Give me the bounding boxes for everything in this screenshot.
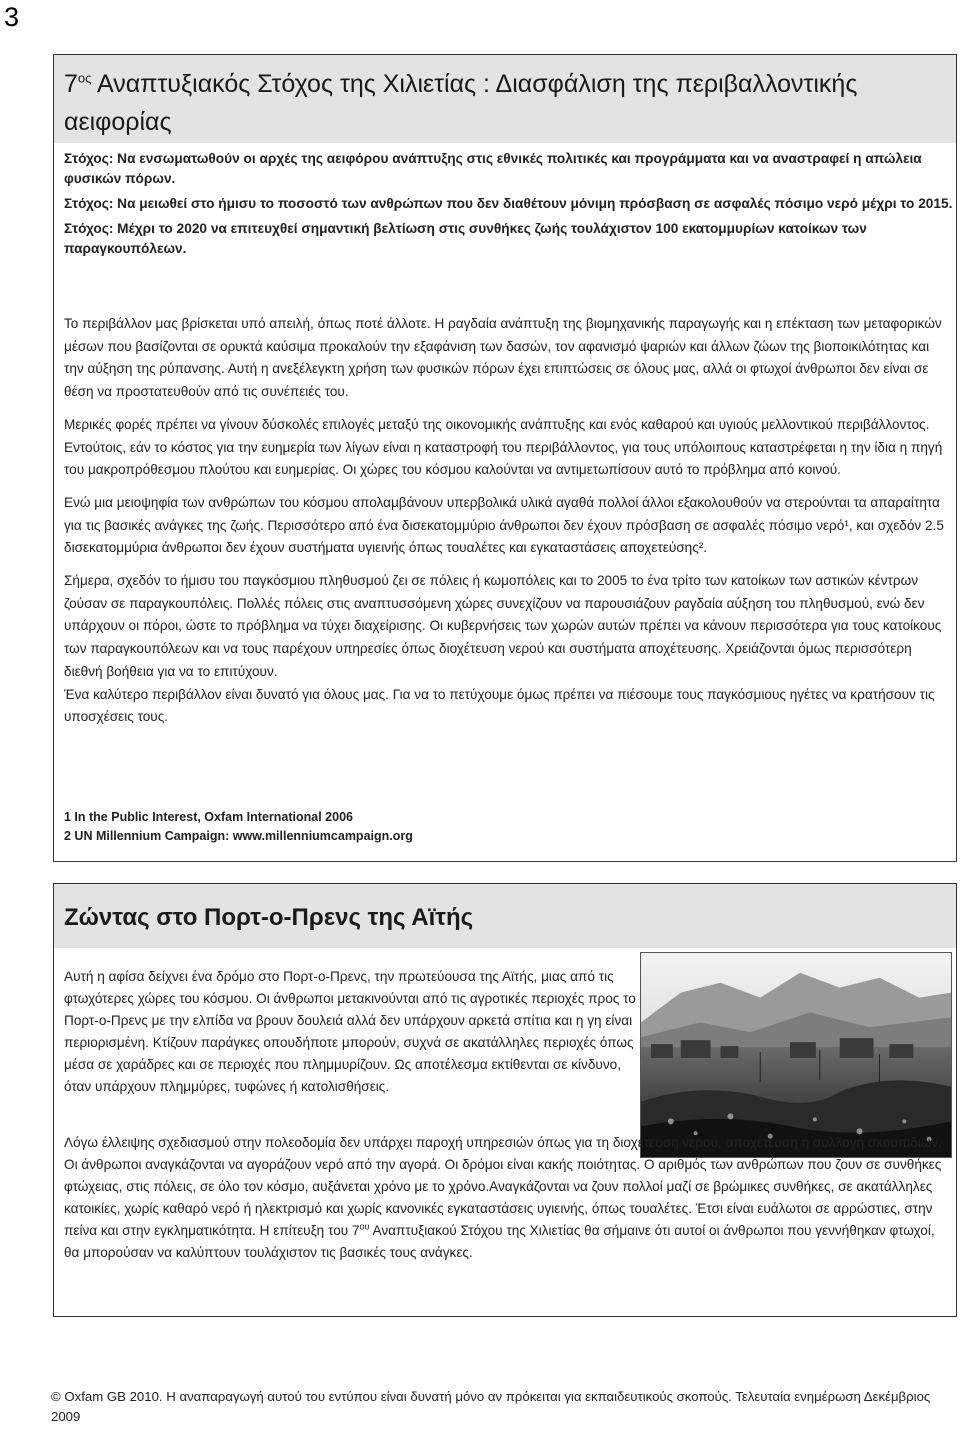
paragraph-minority-wealth: Ενώ μια μειοψηφία των ανθρώπων του κόσμου απολαμβάνουν υπερβολικά υλικά αγαθά πολλοί άλλοι εξακολουθούν να στερούνται τα απαραίτητα για τις βασικές ανάγκες της ζωής. Περισσότερο από ένα δισεκατομμύριο άνθρωποι δεν έχουν πρόσβαση σε ασφαλές πόσιμο νερό¹, και σχεδόν 2.5 δισεκατομμύρια άνθρωποι δεν έχουν συστήματα υγιεινής όπως τουαλέτες και εγκαταστάσεις αποχετεύσης². (64, 494, 944, 556)
slum-photo-illustration (641, 953, 951, 1157)
poster-description: Αυτή η αφίσα δείχνει ένα δρόμο στο Πορτ-ο-Πρενς, την πρωτεύουσα της Αϊτής, μιας από τις φτωχότερες χώρες του κόσμου. Οι άνθρωποι μετακινούνται από τις αγροτικές περιοχές προς το Πορτ-ο-Πρενς με την ελπίδα να βρουν δουλειά αλλά δεν υπάρχουν αρκετά σπίτια και η γη είναι περιορισμένη. Κτίζουν παράγκες οπουδήποτε μπορούν, συχνά σε ακατάλληλες περιοχές όπως μέσα σε χαράδρες και σε περιοχές που πλημμυρίζουν. Ως αποτέλεσμα εκτίθενται σε κίνδυνο, όταν υπάρχουν πλημμύρες, τυφώνες ή κατολισθήσεις. (64, 969, 636, 1094)
copyright-footer: © Oxfam GB 2010. Η αναπαραγωγή αυτού του εντύπου είναι δυνατή μόνο αν πρόκειται για εκπαιδευτικούς σκοπούς. Τελευταία ενημέρωση Δεκέμβριος 2009 (51, 1389, 931, 1424)
planning-text-a: Λόγω έλλειψης σχεδιασμού στην πολεοδομία δεν υπάρχει παροχή υπηρεσιών όπως για τη διοχέτευση νερού, αποχέτευση ή συλλογή σκουπιδιών. Οι άνθρωποι αναγκάζονται να αγοράζουν νερό από την αγορά. Οι δρόμοι είναι κακής ποιότητας. Ο αριθμός των ανθρώπων που ζουν σε συνθήκες φτώχειας, στις πόλεις, σε όλο τον κόσμο, αυξάνεται χρόνο με το χρόνο.Αναγκάζονται να ζουν πολλοί μαζί σε βρώμικες συνθήκες, σε ακατάλληλες κατοικίες, χωρίς καθαρό νερό ή ηλεκτρισμό και χωρίς κανονικές εγκαταστάσεις υγιεινής, όπως τουαλέτες. Έτσι είναι ευάλωτοι σε αρρώστιες, στην πείνα και στην εγκληματικότητα. Η επίτευξη του 7 (64, 1135, 943, 1238)
goal-1: Στόχος: Να ενσωματωθούν οι αρχές της αειφόρου ανάπτυξης στις εθνικές πολιτικές και προγράμματα και να αναστραφεί η απώλεια φυσικών πόρων. (64, 151, 922, 186)
port-au-prince-panel (53, 883, 957, 1317)
mdg7-title-text: Αναπτυξιακός Στόχος της Χιλιετίας : Διασφάλιση της περιβαλλοντικής αειφορίας (64, 70, 858, 136)
poster-planning-paragraph (64, 1132, 949, 1264)
slum-street-photo (640, 952, 952, 1158)
mdg7-title (64, 65, 944, 141)
planning-text-sup: ου (359, 1221, 370, 1232)
page-number: 3 (4, 2, 20, 32)
mdg7-title-number: 7 (64, 70, 78, 98)
footnote-2: 2 UN Millennium Campaign: www.millenniumcampaign.org (64, 829, 413, 843)
port-au-prince-title: Ζώντας στο Πορτ-ο-Πρενς της Αϊτής (64, 904, 474, 931)
mdg7-goals (64, 149, 957, 264)
goal-3: Στόχος: Μέχρι το 2020 να επιτευχθεί σημαντική βελτίωση στις συνθήκες ζωής τουλάχιστον 100 εκατομμυρίων κατοίκων των παραγκουπόλεων. (64, 221, 867, 256)
mdg7-body (64, 313, 949, 729)
planning-text-b: Αναπτυξιακού Στόχου της Χιλιετίας θα σήμαινε ότι αυτοί οι άνθρωποι που γεννήθηκαν φτωχοί, θα μπορούσαν να καλύπτουν τουλάχιστον τις βασικές τους ανάγκες. (64, 1223, 935, 1260)
mdg7-panel (53, 54, 957, 862)
footnote-1: 1 In the Public Interest, Oxfam International 2006 (64, 810, 353, 824)
footnotes (64, 808, 944, 846)
paragraph-better-environment: Ένα καλύτερο περιβάλλον είναι δυνατό για όλους μας. Για να το πετύχουμε όμως πρέπει να πιέσουμε τους παγκόσμιους ηγέτες να κρατήσουν τις υποσχέσεις τους. (64, 686, 935, 725)
paragraph-environment-threat: Το περιβάλλον μας βρίσκεται υπό απειλή, όπως ποτέ άλλοτε. Η ραγδαία ανάπτυξη της βιομηχανικής παραγωγής και η επέκταση των μεταφορικών μέσων που βασίζονται σε ορυκτά καύσιμα προκαλούν την εξαφάνιση των δασών, τον αφανισμό ψαριών και άλλων ζώων της βιοποικιλότητας και την αύξηση της ρύπανσης. Αυτή η ανεξέλεγκτη χρήση των φυσικών πόρων έχει επιπτώσεις σε όλους μας, αλλά οι φτωχοί άνθρωποι δεν είναι σε θέση να προστατευθούν από τις συνέπειές του. (64, 316, 942, 400)
goal-2: Στόχος: Να μειωθεί στο ήμισυ το ποσοστό των ανθρώπων που δεν διαθέτουν μόνιμη πρόσβαση σε ασφαλές πόσιμο νερό μέχρι το 2015. (64, 196, 953, 211)
paragraph-urban-slums: Σήμερα, σχεδόν το ήμισυ του παγκόσμιου πληθυσμού ζει σε πόλεις ή κωμοπόλεις και το 2005 το ένα τρίτο των κατοίκων των αστικών κέντρων ζούσαν σε παραγκουπόλεις. Πολλές πόλεις στις αναπτυσσόμενη χώρες συνεχίζουν να παρουσιάζουν ραγδαία αύξηση του πληθυσμού, ενώ δεν υπάρχουν οι πόροι, ώστε το πρόβλημα να τύχει διαχείρισης. Οι κυβερνήσεις των χωρών αυτών πρέπει να κάνουν περισσότερα για τους κατοίκους των παραγκουπόλεων και να τους παρέχουν υπηρεσίες όπως διοχέτευση νερού και συστήματα αποχέτευσης. Χρειάζονται όμως περισσότερη διεθνή βοήθεια για να το επιτύχουν. (64, 573, 942, 679)
paragraph-difficult-choices: Μερικές φορές πρέπει να γίνουν δύσκολές επιλογές μεταξύ της οικονομικής ανάπτυξης και ενός καθαρού και υγιούς μελλοντικού περιβάλλοντος. Εντούτοις, εάν το κόστος για την ευημερία των λίγων είναι η καταστροφή του περιβάλλοντος, για τους υπόλοιπους καταστρέφεται η την ίδια η πηγή του μακροπρόθεσμου πλούτου και ευημερίας. Οι χώρες του κόσμου καλούνται να αντιμετωπίσουν αυτό το πρόβλημα από κοινού. (64, 416, 943, 478)
mdg7-title-sup: ος (77, 70, 92, 86)
